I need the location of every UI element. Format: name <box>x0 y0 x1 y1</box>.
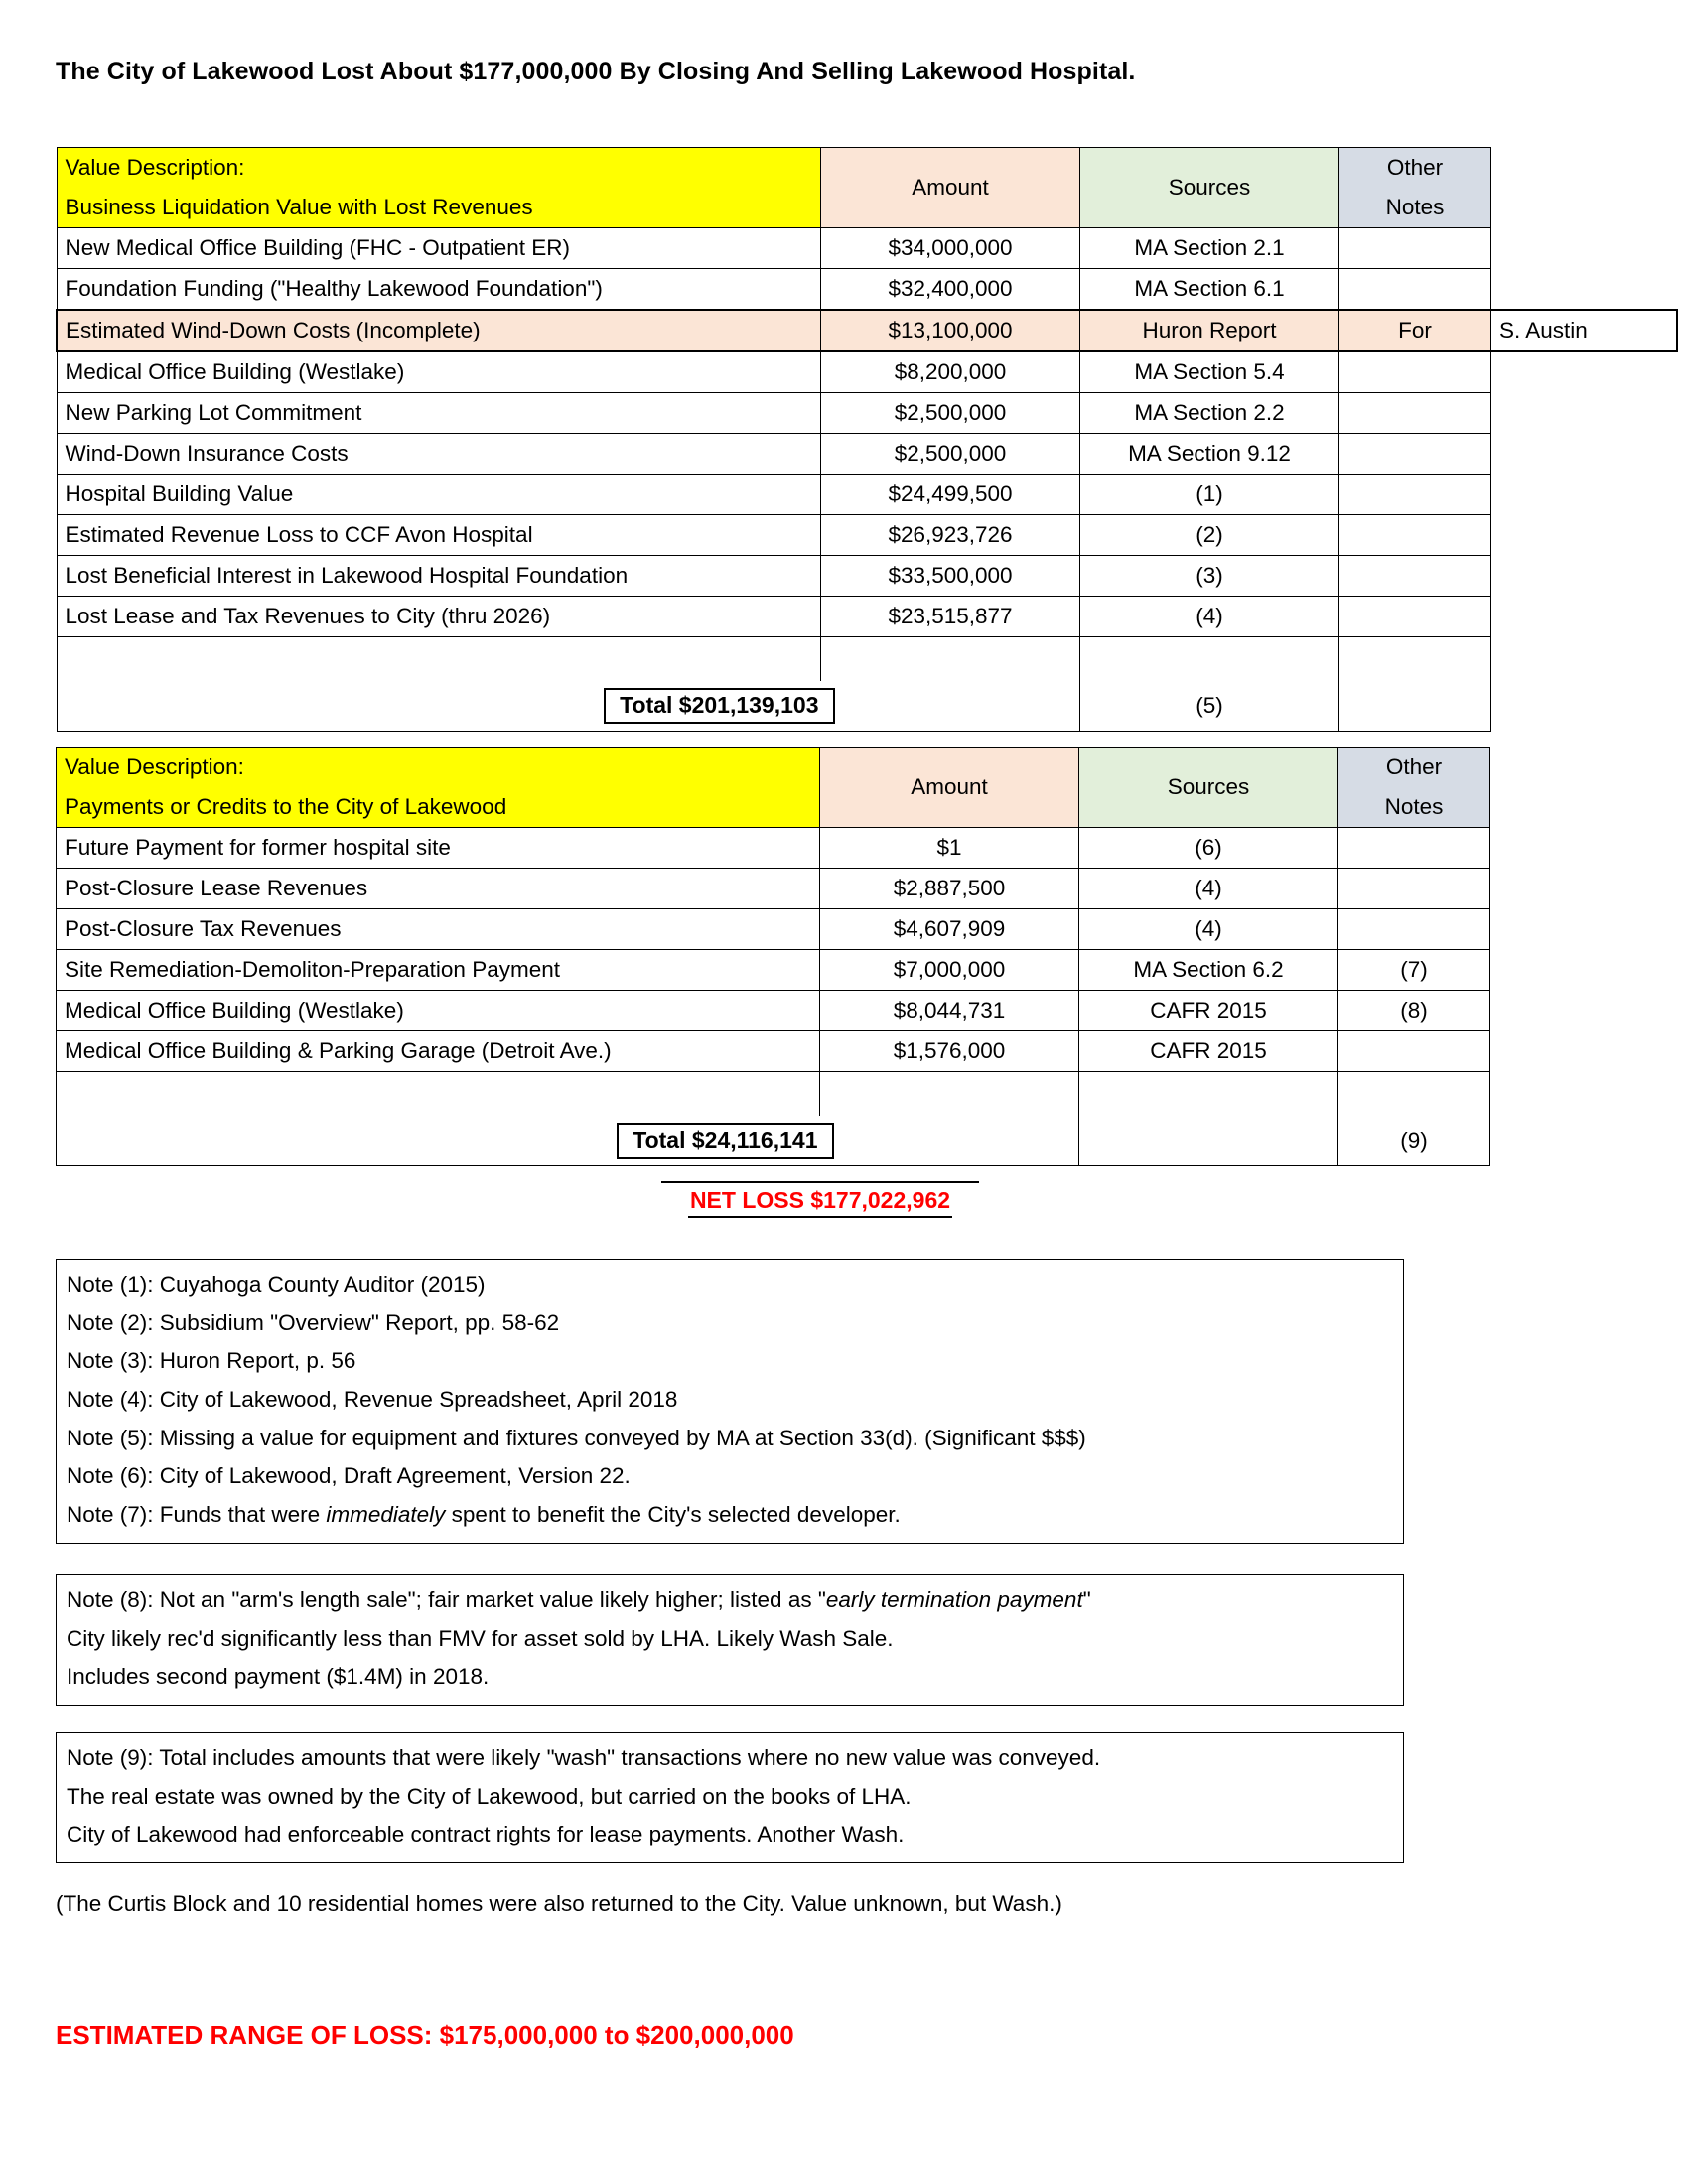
notes-block-9 <box>56 1732 1404 1863</box>
row-note <box>1338 828 1490 869</box>
table-header-row <box>57 148 1677 189</box>
table-row <box>57 991 1676 1031</box>
row-source: Huron Report <box>1080 310 1339 351</box>
total-extra-cell <box>1491 681 1678 732</box>
total-note-cell: (5) <box>1080 681 1339 732</box>
header-notes: Notes <box>1339 188 1491 228</box>
note-line: Note (6): City of Lakewood, Draft Agreement, Version 22. <box>67 1463 631 1489</box>
row-note: (7) <box>1338 950 1490 991</box>
row-extra <box>1490 991 1676 1031</box>
header-subtitle: Business Liquidation Value with Lost Revenues <box>57 188 821 228</box>
row-description: Estimated Wind-Down Costs (Incomplete) <box>57 310 821 351</box>
note-line: Note (2): Subsidium "Overview" Report, pp. 58-62 <box>67 1309 560 1335</box>
note-8-line-3: Includes second payment ($1.4M) in 2018. <box>67 1664 490 1690</box>
note-line: Note (4): City of Lakewood, Revenue Spreadsheet, April 2018 <box>67 1387 678 1413</box>
row-description: Medical Office Building (Westlake) <box>57 991 820 1031</box>
table-row <box>57 1031 1676 1072</box>
total-amount-cell <box>821 681 1080 732</box>
row-extra <box>1490 828 1676 869</box>
row-source: MA Section 2.2 <box>1080 393 1339 434</box>
row-description: Estimated Revenue Loss to CCF Avon Hospital <box>57 515 821 556</box>
header-value-description: Value Description: <box>57 748 820 788</box>
row-extra <box>1491 515 1678 556</box>
note-line: Note (3): Huron Report, p. 56 <box>67 1348 356 1374</box>
row-source: MA Section 5.4 <box>1080 351 1339 393</box>
row-description: Foundation Funding ("Healthy Lakewood Foundation") <box>57 269 821 311</box>
row-note <box>1339 597 1491 637</box>
row-description: Post-Closure Lease Revenues <box>57 869 820 909</box>
table-total-row-2 <box>57 1116 1676 1166</box>
net-loss-top-rule <box>661 1181 979 1183</box>
net-loss-value: NET LOSS $177,022,962 <box>688 1187 952 1218</box>
total-spacer-source <box>1080 637 1339 682</box>
table-row <box>57 515 1677 556</box>
total-spacer-note <box>1339 637 1491 682</box>
header-other: Other <box>1338 748 1490 788</box>
row-source: (1) <box>1080 475 1339 515</box>
total-label-cell <box>57 681 821 732</box>
row-source: (2) <box>1080 515 1339 556</box>
note-8-line-1 <box>67 1581 1393 1620</box>
row-note <box>1338 1031 1490 1072</box>
row-source: CAFR 2015 <box>1079 1031 1338 1072</box>
page-title: The City of Lakewood Lost About $177,000,000 By Closing And Selling Lakewood Hospital. <box>56 58 1136 85</box>
table-row <box>57 228 1677 269</box>
header-sources: Sources <box>1079 748 1338 828</box>
row-source: (6) <box>1079 828 1338 869</box>
total-spacer-source <box>1079 1072 1338 1117</box>
row-note <box>1339 393 1491 434</box>
table-row <box>57 434 1677 475</box>
note-7-italic: immediately <box>326 1502 446 1528</box>
row-note <box>1339 475 1491 515</box>
row-extra <box>1490 950 1676 991</box>
header-amount: Amount <box>821 148 1080 228</box>
estimated-range-of-loss: ESTIMATED RANGE OF LOSS: $175,000,000 to $200,000,000 <box>56 2020 794 2050</box>
table-header-row <box>57 748 1676 788</box>
row-description: Future Payment for former hospital site <box>57 828 820 869</box>
total-spacer-note <box>1338 1072 1490 1117</box>
row-source: (4) <box>1080 597 1339 637</box>
row-source: CAFR 2015 <box>1079 991 1338 1031</box>
note-line: Note (5): Missing a value for equipment and fixtures conveyed by MA at Section 33(d). (Significant $$$) <box>67 1425 1086 1450</box>
row-source: MA Section 6.1 <box>1080 269 1339 311</box>
header-extra-spacer-2 <box>1490 787 1676 828</box>
table-row <box>57 950 1676 991</box>
row-amount: $23,515,877 <box>821 597 1080 637</box>
row-description: Site Remediation-Demoliton-Preparation Payment <box>57 950 820 991</box>
row-description: Hospital Building Value <box>57 475 821 515</box>
table-row-highlighted <box>57 310 1677 351</box>
total-box: Total $201,139,103 <box>604 688 834 724</box>
row-amount: $8,200,000 <box>821 351 1080 393</box>
note-9-line-1: Note (9): Total includes amounts that were likely "wash" transactions where no new value was conveyed. <box>67 1745 1101 1770</box>
total-box: Total $24,116,141 <box>617 1123 833 1159</box>
table-row <box>57 828 1676 869</box>
row-extra <box>1491 597 1678 637</box>
total-note-cell: (9) <box>1338 1116 1490 1166</box>
net-loss-block <box>661 1181 979 1218</box>
row-amount: $4,607,909 <box>820 909 1079 950</box>
header-subtitle: Payments or Credits to the City of Lakewood <box>57 787 820 828</box>
row-description: New Parking Lot Commitment <box>57 393 821 434</box>
row-note <box>1339 556 1491 597</box>
total-spacer-extra <box>1491 637 1678 682</box>
row-source: (3) <box>1080 556 1339 597</box>
table-total-row <box>57 637 1677 682</box>
header-other: Other <box>1339 148 1491 189</box>
total-spacer <box>57 1072 820 1117</box>
row-note <box>1338 869 1490 909</box>
total-spacer-extra <box>1490 1072 1676 1117</box>
header-notes: Notes <box>1338 787 1490 828</box>
note-8-italic: early termination payment <box>825 1587 1083 1612</box>
table-row <box>57 351 1677 393</box>
row-description: Post-Closure Tax Revenues <box>57 909 820 950</box>
row-extra <box>1491 556 1678 597</box>
note-8-suffix: " <box>1082 1587 1091 1612</box>
note-line: Note (1): Cuyahoga County Auditor (2015) <box>67 1272 486 1297</box>
row-extra <box>1491 434 1678 475</box>
row-extra <box>1491 351 1678 393</box>
notes-block-1 <box>56 1259 1404 1544</box>
row-amount: $7,000,000 <box>820 950 1079 991</box>
row-extra <box>1491 475 1678 515</box>
row-extra <box>1491 228 1678 269</box>
row-source: (4) <box>1079 869 1338 909</box>
parenthetical-note: (The Curtis Block and 10 residential homes were also returned to the City. Value unknown, but Wash.) <box>56 1891 1062 1916</box>
row-amount: $8,044,731 <box>820 991 1079 1031</box>
row-source: MA Section 9.12 <box>1080 434 1339 475</box>
notes-block-8 <box>56 1574 1404 1706</box>
row-note <box>1339 515 1491 556</box>
row-description: Wind-Down Insurance Costs <box>57 434 821 475</box>
row-extra <box>1490 1031 1676 1072</box>
total-spacer-amount <box>821 637 1080 682</box>
row-description: New Medical Office Building (FHC - Outpatient ER) <box>57 228 821 269</box>
header-extra-spacer-2 <box>1491 188 1678 228</box>
total-spacer-source-2 <box>1079 1116 1338 1166</box>
note-8-line-2: City likely rec'd significantly less than FMV for asset sold by LHA. Likely Wash Sale. <box>67 1625 894 1651</box>
header-amount: Amount <box>820 748 1079 828</box>
total-other-cell <box>1339 681 1491 732</box>
table-row <box>57 556 1677 597</box>
row-description: Lost Lease and Tax Revenues to City (thru 2026) <box>57 597 821 637</box>
table-row <box>57 475 1677 515</box>
table-row <box>57 597 1677 637</box>
row-note <box>1338 909 1490 950</box>
table-payments-or-credits <box>56 747 1676 1166</box>
row-description: Lost Beneficial Interest in Lakewood Hospital Foundation <box>57 556 821 597</box>
row-extra <box>1491 269 1678 311</box>
table-total-row-2 <box>57 681 1677 732</box>
header-value-description: Value Description: <box>57 148 821 189</box>
row-note: For <box>1339 310 1491 351</box>
table-business-liquidation-value <box>56 147 1678 732</box>
note-9-line-3: City of Lakewood had enforceable contract rights for lease payments. Another Wash. <box>67 1822 905 1847</box>
row-extra-annotation: S. Austin <box>1491 310 1678 351</box>
row-extra <box>1490 909 1676 950</box>
row-amount: $1,576,000 <box>820 1031 1079 1072</box>
row-amount: $33,500,000 <box>821 556 1080 597</box>
row-note <box>1339 351 1491 393</box>
note-8-prefix: Note (8): Not an "arm's length sale"; fair market value likely higher; listed as " <box>67 1587 826 1612</box>
note-9-line-2: The real estate was owned by the City of Lakewood, but carried on the books of LHA. <box>67 1783 912 1809</box>
row-extra <box>1490 869 1676 909</box>
total-spacer <box>57 637 821 682</box>
row-amount: $13,100,000 <box>821 310 1080 351</box>
table-row <box>57 869 1676 909</box>
note-7-prefix: Note (7): Funds that were <box>67 1502 327 1528</box>
table-total-row <box>57 1072 1676 1117</box>
total-amount-cell <box>820 1116 1079 1166</box>
header-sources: Sources <box>1080 148 1339 228</box>
row-note <box>1339 434 1491 475</box>
note-line-7 <box>67 1496 1393 1535</box>
table-row <box>57 393 1677 434</box>
total-extra-cell <box>1490 1116 1676 1166</box>
row-source: MA Section 6.2 <box>1079 950 1338 991</box>
total-spacer-amount <box>820 1072 1079 1117</box>
row-amount: $1 <box>820 828 1079 869</box>
header-extra-spacer <box>1490 748 1676 788</box>
table-row <box>57 269 1677 311</box>
row-amount: $2,500,000 <box>821 393 1080 434</box>
note-7-suffix: spent to benefit the City's selected developer. <box>445 1502 901 1528</box>
row-note: (8) <box>1338 991 1490 1031</box>
table-row <box>57 909 1676 950</box>
row-amount: $34,000,000 <box>821 228 1080 269</box>
row-note <box>1339 228 1491 269</box>
row-source: (4) <box>1079 909 1338 950</box>
row-amount: $2,500,000 <box>821 434 1080 475</box>
row-extra <box>1491 393 1678 434</box>
row-amount: $2,887,500 <box>820 869 1079 909</box>
row-source: MA Section 2.1 <box>1080 228 1339 269</box>
row-description: Medical Office Building (Westlake) <box>57 351 821 393</box>
header-extra-spacer <box>1491 148 1678 189</box>
row-amount: $24,499,500 <box>821 475 1080 515</box>
row-amount: $32,400,000 <box>821 269 1080 311</box>
total-label-cell <box>57 1116 820 1166</box>
row-note <box>1339 269 1491 311</box>
row-amount: $26,923,726 <box>821 515 1080 556</box>
row-description: Medical Office Building & Parking Garage (Detroit Ave.) <box>57 1031 820 1072</box>
